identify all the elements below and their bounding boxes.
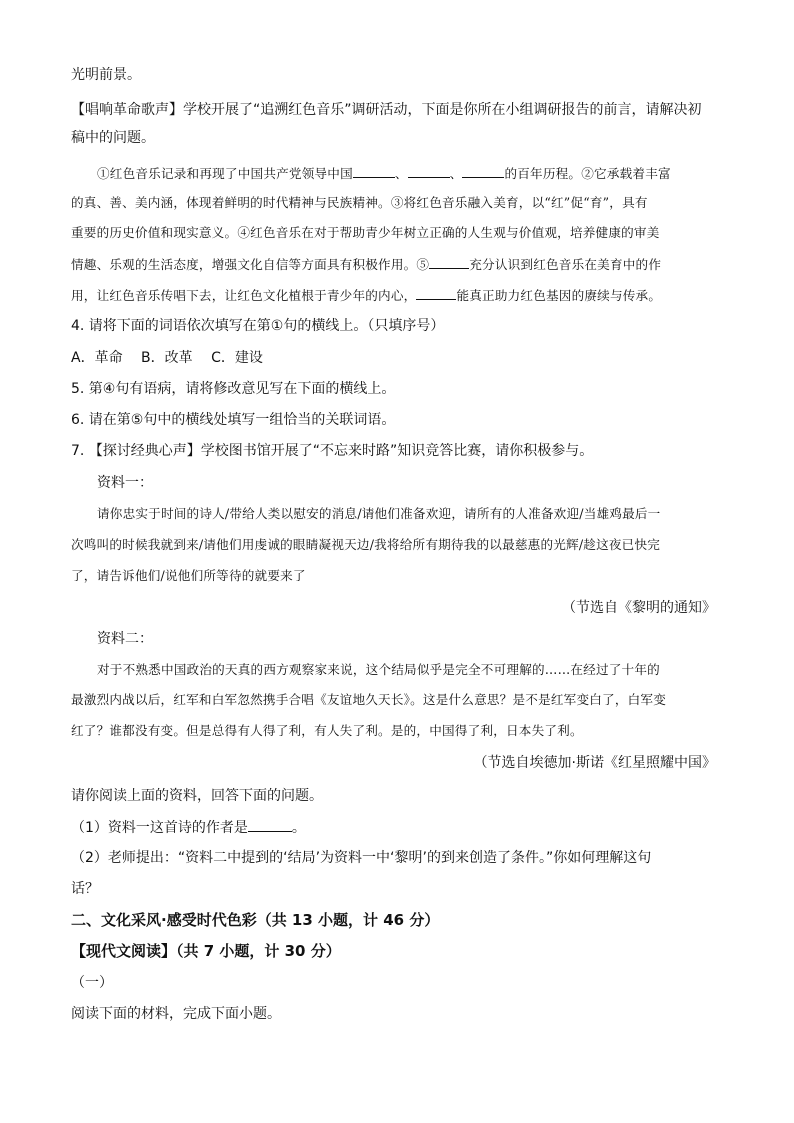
excerpt-line: 对于不熟悉中国政治的天真的西方观察家来说，这个结局似乎是完全不可理解的……在经过了十年的 [97,662,660,677]
part-label: （一） [71,975,113,991]
preface-text: 的百年历程。②它承载着丰富 [504,166,671,181]
question-5: 5. 第④句有语病，请将修改意见写在下面的横线上。 [71,381,396,397]
fill-blank [408,163,450,178]
section-heading: 二、文化采风·感受时代色彩（共 13 小题，计 46 分） [71,911,440,929]
instruction-line: 请你阅读上面的资料，回答下面的问题。 [71,788,323,804]
preface-line [97,163,671,184]
question-7: 7. 【探讨经典心声】学校图书馆开展了“不忘来时路”知识竞答比赛，请你积极参与。 [71,443,594,459]
material-1-label: 资料一： [97,475,153,491]
text-line: 稿中的问题。 [71,130,155,146]
text-line: 【唱响革命歌声】学校开展了“追溯红色音乐”调研活动，下面是你所在小组调研报告的前言，请解决初 [71,102,702,118]
material-2-label: 资料二： [97,631,153,647]
poem-line: 次鸣叫的时候我就到来/请他们用虔诚的眼睛凝视天边/我将给所有期待我的以最慈惠的光辉/趁这夜已快完 [71,537,661,552]
fill-blank [429,254,469,269]
poem-line: 了，请告诉他们/说他们所等待的就要来了 [71,568,306,583]
preface-text: 充分认识到红色音乐在美育中的作 [469,257,662,272]
instruction-line: 阅读下面的材料，完成下面小题。 [71,1006,281,1022]
sub-question-text: （1）资料一这首诗的作者是 [71,820,248,836]
sub-question-2: （2）老师提出：“资料二中提到的‘结局’为资料一中‘黎明’的到来创造了条件。”你如何理解这句 [71,850,652,866]
preface-line [71,285,661,306]
subsection-heading: 【现代文阅读】（共 7 小题，计 30 分） [71,942,341,960]
question-4-options: A．革命 B．改革 C．建设 [71,350,263,366]
fill-blank [416,285,456,300]
sub-question-2-cont: 话？ [71,881,99,897]
preface-text: 用，让红色音乐传唱下去，让红色文化植根于青少年的内心， [71,288,417,303]
preface-text: 情趣、乐观的生活态度，增强文化自信等方面具有积极作用。⑤ [71,257,430,272]
fill-blank [462,163,504,178]
sub-question-1 [71,817,306,838]
question-6: 6. 请在第⑤句中的横线处填写一组恰当的关联词语。 [71,412,396,428]
text-line: 光明前景。 [71,67,141,83]
preface-line: 重要的历史价值和现实意义。④红色音乐在对于帮助青少年树立正确的人生观与价值观，培养健康的审美 [71,225,660,240]
question-4: 4. 请将下面的词语依次填写在第①句的横线上。（只填序号） [71,318,445,334]
excerpt-line: 红了？谁都没有变。但是总得有人得了利，有人失了利。是的，中国得了利，日本失了利。 [71,723,583,738]
preface-text: 能真正助力红色基因的赓续与传承。 [456,288,662,303]
preface-line: 的真、善、美内涵，体现着鲜明的时代精神与民族精神。③将红色音乐融入美育，以“红”促“育”，具有 [71,195,648,210]
poem-line: 请你忠实于时间的诗人/带给人类以慰安的消息/请他们准备欢迎，请所有的人准备欢迎/当雄鸡最后一 [97,506,661,521]
fill-blank [353,163,395,178]
preface-line [71,254,661,275]
material-2-source: （节选自埃德加·斯诺《红星照耀中国》 [473,755,716,771]
punct: 。 [291,820,306,836]
preface-text: ①红色音乐记录和再现了中国共产党领导中国 [97,166,353,181]
punct: 、 [449,166,463,181]
material-1-source: （节选自《黎明的通知》 [562,600,716,616]
fill-blank [248,817,292,832]
excerpt-line: 最激烈内战以后，红军和白军忽然携手合唱《友谊地久天长》。这是什么意思？是不是红军变白了，白军变 [71,692,667,707]
punct: 、 [394,166,408,181]
